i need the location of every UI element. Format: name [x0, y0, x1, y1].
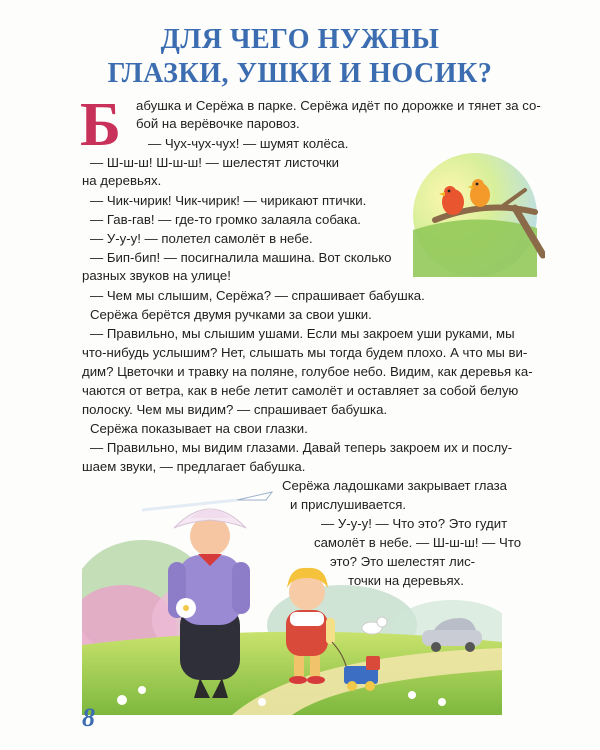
- birds-on-branch-illustration: [405, 150, 545, 280]
- text-line-24: самолёт в небе. — Ш-ш-ш! — Что: [314, 535, 522, 550]
- text-line-26: точки на деревьях.: [348, 573, 464, 588]
- text-line-16: чаются от ветра, как в небе летит самолёт и оставляет за собой белую: [82, 383, 519, 398]
- text-line-22: и прислушивается.: [290, 497, 407, 512]
- text-line-23: — У-у-у! — Что это? Это гудит: [321, 516, 508, 531]
- text-line-20: шаем звуки, — предлагает бабушка.: [82, 459, 306, 474]
- text-line-5: на деревьях.: [82, 173, 162, 188]
- text-line-25: это? Это шелестят лис-: [330, 554, 476, 569]
- text-line-18: Серёжа показывает на свои глазки.: [90, 421, 308, 436]
- page-title-line-2: ГЛАЗКИ, УШКИ И НОСИК?: [107, 58, 493, 89]
- text-line-14: что-нибудь услышим? Нет, слышать мы тогда будем плохо. А что мы ви-: [82, 345, 528, 360]
- text-line-6: — Чик-чирик! Чик-чирик! — чирикают птички.: [90, 193, 367, 208]
- text-line-12: Серёжа берётся двумя ручками за свои ушки.: [90, 307, 372, 322]
- text-line-19: — Правильно, мы видим глазами. Давай теперь закроем их и послу-: [90, 440, 513, 455]
- text-line-3: — Чух-чух-чух! — шумят колёса.: [148, 136, 349, 151]
- text-line-9: — Бип-бип! — посигналила машина. Вот сколько: [90, 250, 392, 265]
- text-line-1: абушка и Серёжа в парке. Серёжа идёт по дорожке и тянет за со-: [136, 98, 541, 113]
- text-line-11: — Чем мы слышим, Серёжа? — спрашивает бабушка.: [90, 288, 425, 303]
- text-line-4: — Ш-ш-ш! Ш-ш-ш! — шелестят листочки: [90, 155, 339, 170]
- text-line-15: дим? Цветочки и травку на поляне, голубое небо. Видим, как деревья ка-: [82, 364, 533, 379]
- text-line-21: Серёжа ладошками закрывает глаза: [282, 478, 508, 493]
- text-line-7: — Гав-гав! — где-то громко залаяла собака.: [90, 212, 361, 227]
- page-title-line-1: ДЛЯ ЧЕГО НУЖНЫ: [160, 24, 440, 55]
- text-line-2: бой на верёвочке паровоз.: [136, 116, 300, 131]
- drop-cap-letter: Б: [80, 91, 121, 159]
- text-line-8: — У-у-у! — полетел самолёт в небе.: [90, 231, 313, 246]
- text-line-13: — Правильно, мы слышим ушами. Если мы закроем уши руками, мы: [90, 326, 515, 341]
- text-line-17: полоску. Чем мы видим? — спрашивает бабушка.: [82, 402, 388, 417]
- page-number: 8: [82, 703, 95, 732]
- grandmother-and-boy-illustration: [82, 470, 502, 715]
- text-line-10: разных звуков на улице!: [82, 268, 231, 283]
